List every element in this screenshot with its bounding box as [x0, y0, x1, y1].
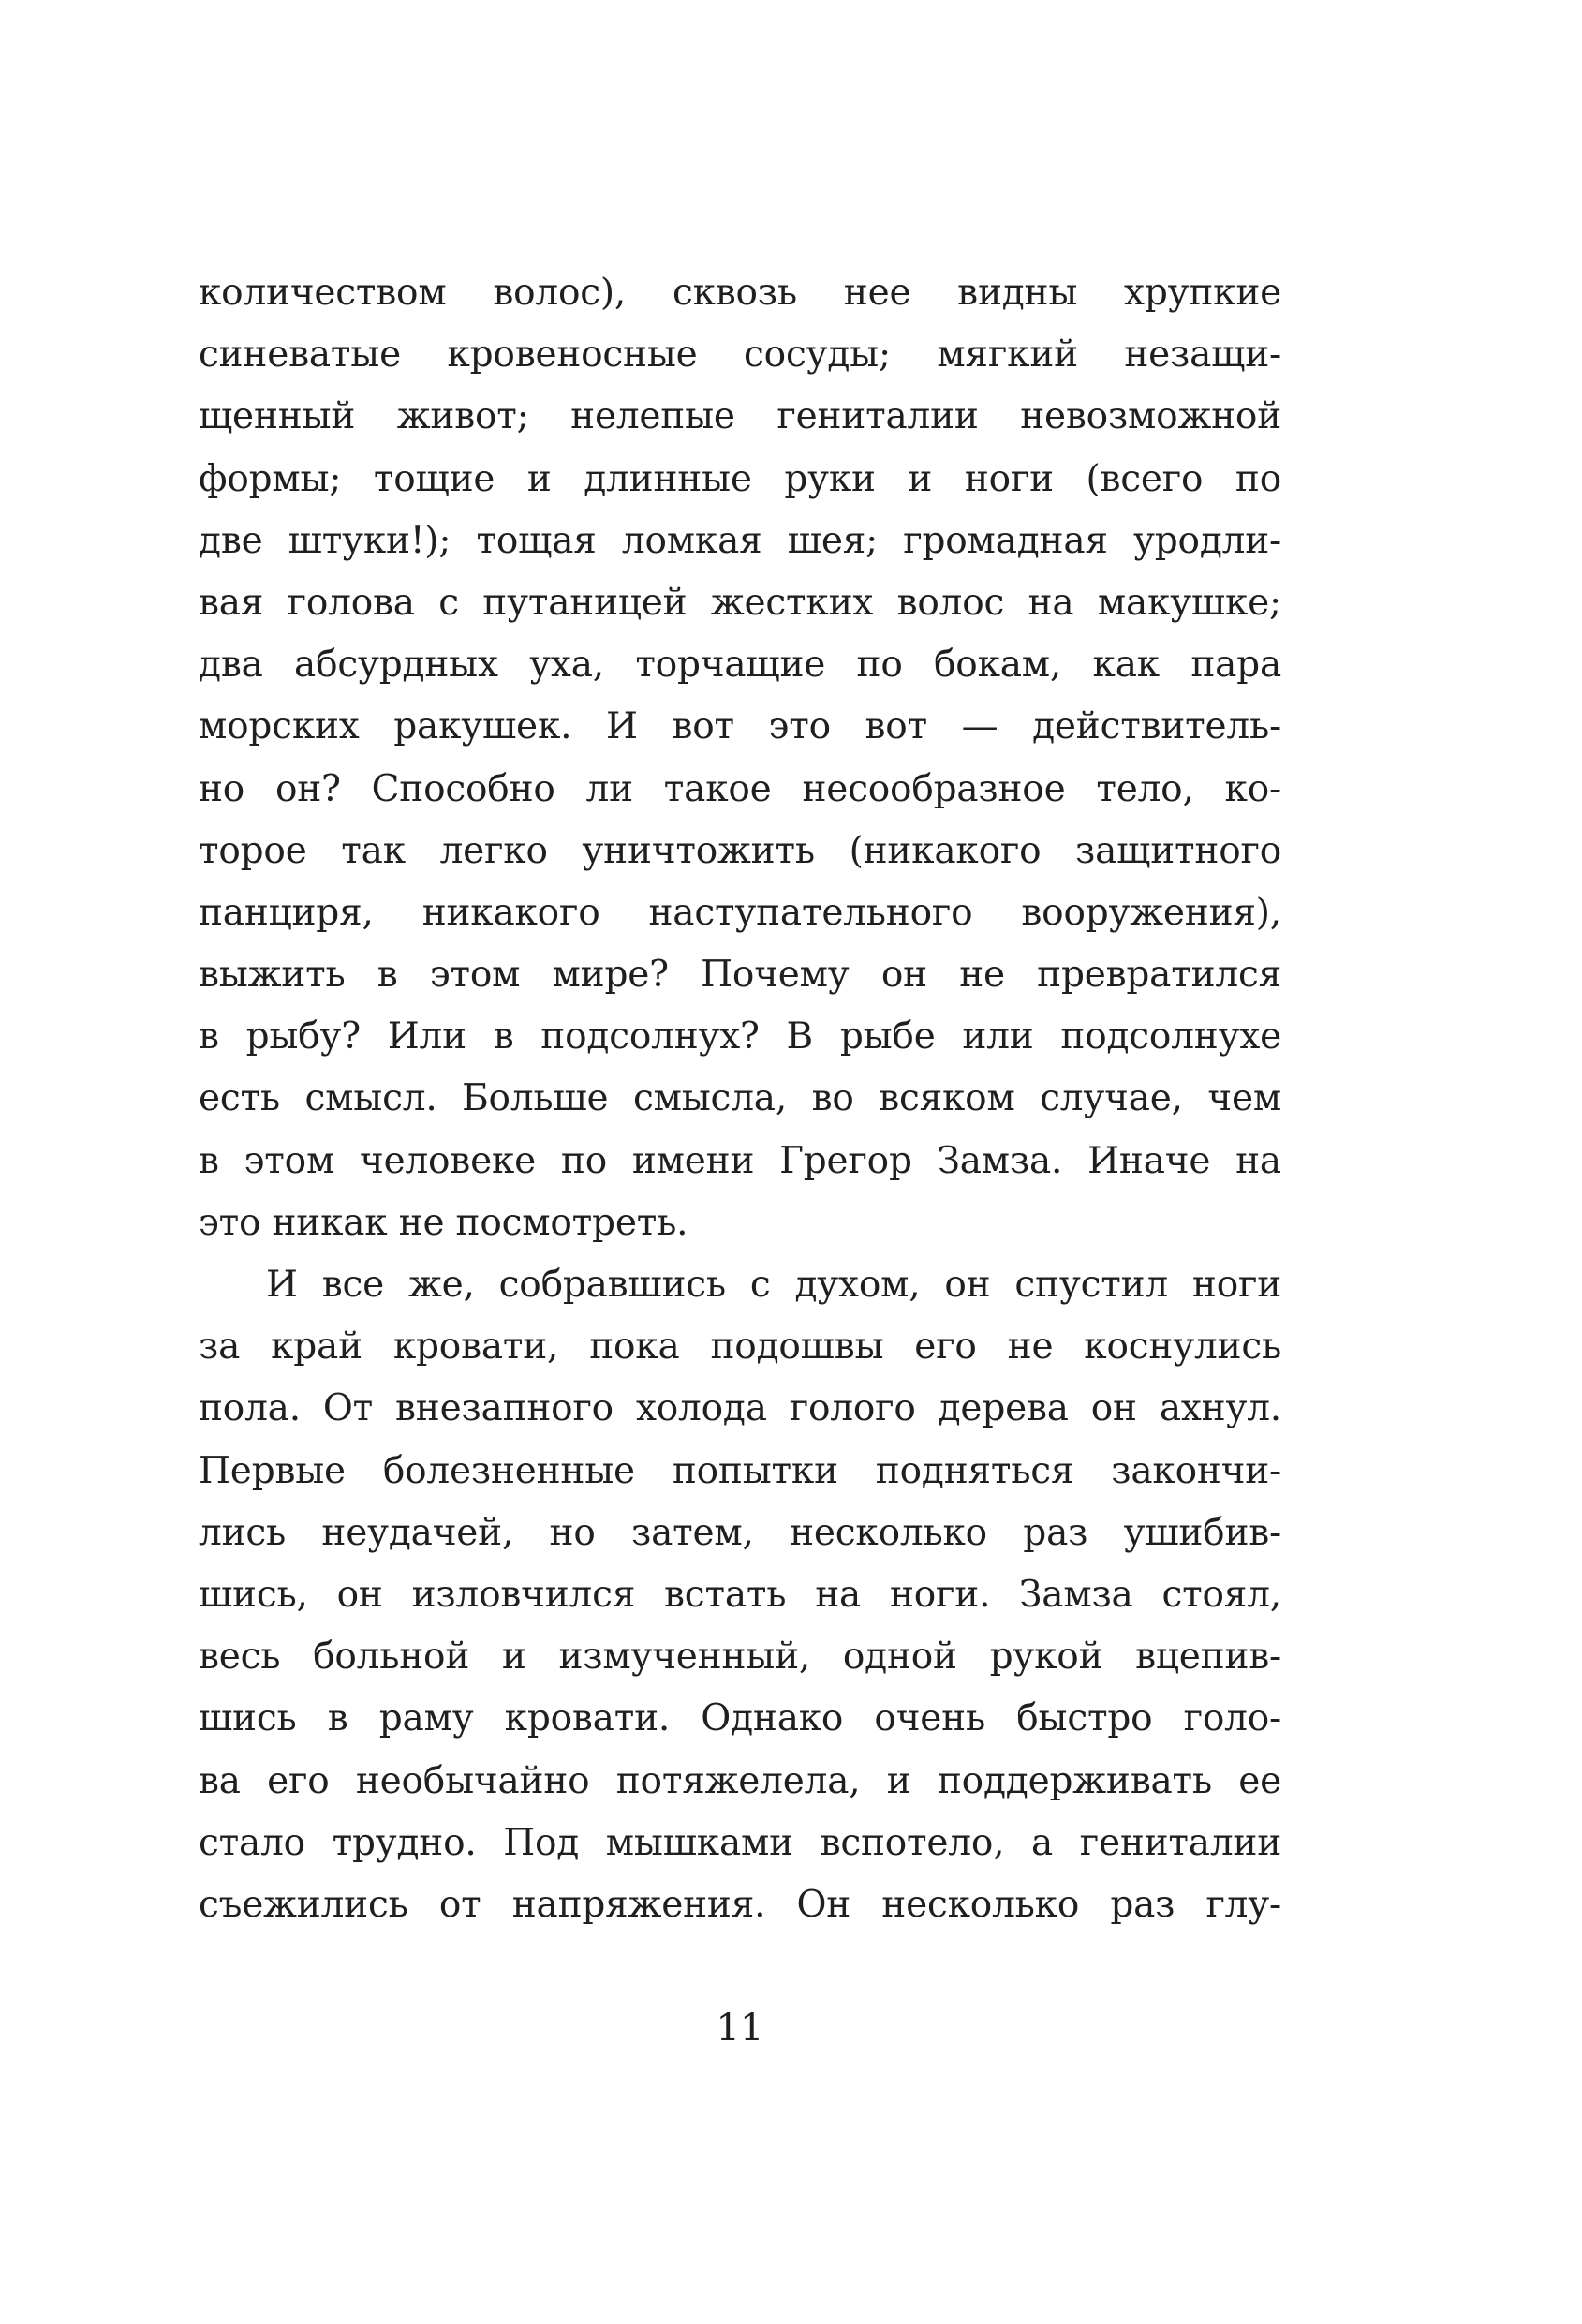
text-line: в этом человеке по имени Грегор Замза. Иначе на [199, 1139, 1281, 1182]
page-number: 11 [716, 2006, 764, 2050]
text-line: за край кровати, пока подошвы его не коснулись [199, 1325, 1281, 1369]
text-line: это никак не посмотреть. [199, 1201, 688, 1244]
text-line: в рыбу? Или в подсолнух? В рыбе или подсолнухе [199, 1015, 1281, 1058]
text-line: выжить в этом мире? Почему он не превратился [199, 954, 1281, 997]
text-line: формы; тощие и длинные руки и ноги (всего по [199, 457, 1281, 500]
text-line: пола. От внезапного холода голого дерева он ахнул. [199, 1387, 1281, 1430]
text-line: шись в раму кровати. Однако очень быстро голо- [199, 1697, 1281, 1740]
text-line: две штуки!); тощая ломкая шея; громадная уродли- [199, 519, 1281, 562]
text-line: есть смысл. Больше смысла, во всяком случае, чем [199, 1077, 1281, 1120]
paragraph-1 [199, 262, 1281, 1254]
text-line: весь больной и измученный, одной рукой вцепив- [199, 1636, 1281, 1679]
text-line: съежились от напряжения. Он несколько раз глу- [199, 1883, 1281, 1926]
text-line: морских ракушек. И вот это вот — действитель- [199, 705, 1281, 748]
text-line: панциря, никакого наступательного вооружения), [199, 891, 1281, 934]
text-line: лись неудачей, но затем, несколько раз ушибив- [199, 1511, 1281, 1554]
text-line: шись, он изловчился встать на ноги. Замза стоял, [199, 1573, 1281, 1616]
text-line: вая голова с путаницей жестких волос на макушке; [199, 581, 1281, 624]
text-line: синеватые кровеносные сосуды; мягкий незащи- [199, 333, 1281, 377]
text-line: щенный живот; нелепые гениталии невозможной [199, 395, 1281, 438]
text-line: но он? Способно ли такое несообразное тело, ко- [199, 767, 1281, 810]
body-text [199, 262, 1281, 1936]
text-line: два абсурдных уха, торчащие по бокам, как пара [199, 644, 1281, 687]
text-line: Первые болезненные попытки подняться закончи- [199, 1449, 1281, 1492]
text-line: стало трудно. Под мышками вспотело, а гениталии [199, 1821, 1281, 1864]
text-line: И все же, собравшись с духом, он спустил ноги [266, 1264, 1281, 1306]
paragraph-2 [199, 1254, 1281, 1936]
text-line: количеством волос), сквозь нее видны хрупкие [199, 272, 1281, 314]
text-line: ва его необычайно потяжелела, и поддерживать ее [199, 1759, 1281, 1802]
text-line: торое так легко уничтожить (никакого защитного [199, 829, 1281, 872]
